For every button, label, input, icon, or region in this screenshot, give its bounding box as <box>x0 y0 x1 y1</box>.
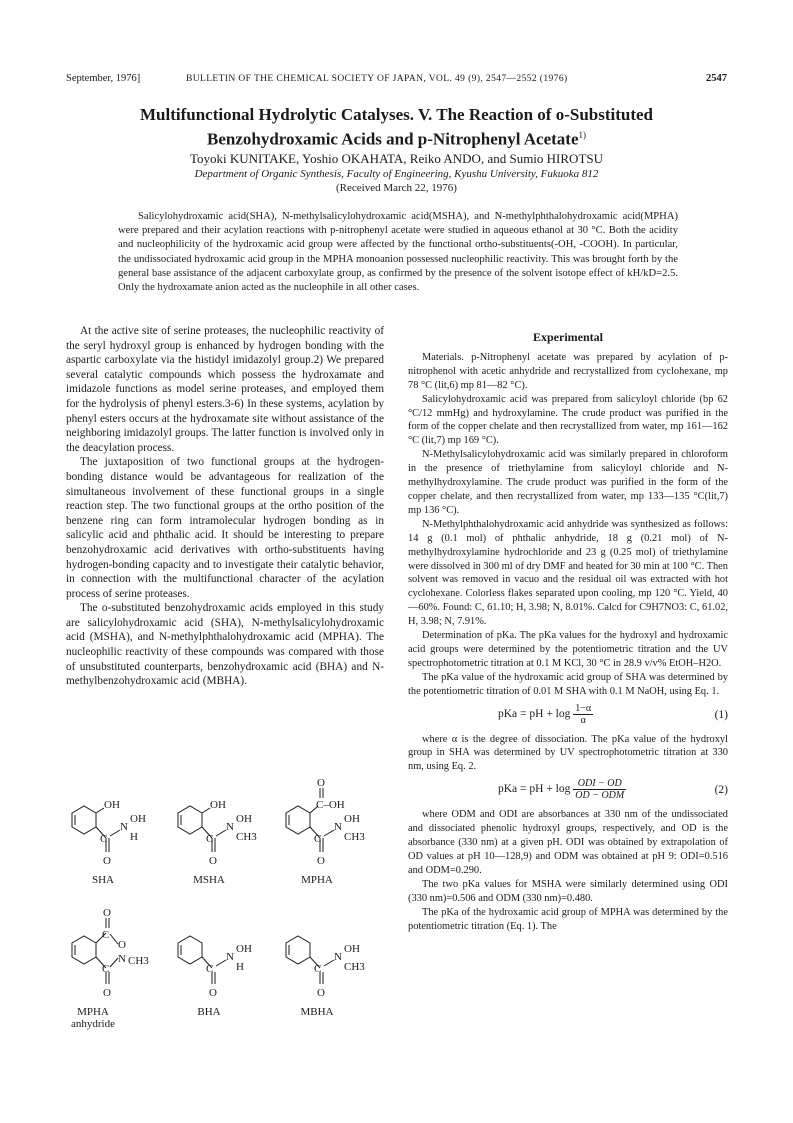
equation-1 <box>408 703 728 729</box>
msha-ring <box>178 806 226 852</box>
structures-svg <box>60 778 380 1078</box>
label-mbha: MBHA <box>300 1006 334 1018</box>
bha-n-oh: OH <box>236 943 252 955</box>
anh-top-o: O <box>103 907 111 919</box>
msha-n: N <box>226 821 234 833</box>
exp-paragraph-7: where α is the degree of dissociation. The pKa value of the hydroxyl group in SHA was determined by UV spectrophotometric titration at 330 nm, using Eq. 2. <box>408 733 728 773</box>
mbha-o: O <box>317 987 325 999</box>
intro-paragraph-3: The o-substituted benzohydroxamic acids employed in this study are salicylohydroxamic acid (SHA), N-methylsalicylohydroxamic acid (MSHA), and N-methylphthalohydroxamic acid (MPHA). The nucleophilic reactivity of these compounds was compared with those of unsubstituted counterparts, benzohydroxamic acid (BHA) and N-methylbenzohydroxamic acid (MBHA). <box>66 602 384 688</box>
mpha-n: N <box>334 821 342 833</box>
eq1-number: (1) <box>714 708 728 721</box>
exp-paragraph-3: N-Methylsalicylohydroxamic acid was similarly prepared in chloroform in the presence of triethylamine from salicyloyl chloride and N-methylhydroxylamine. The crude product was purified in the form of the copper chelate, and then recrystallized from water, mp 133—135 °C(lit,7) mp 136 °C). <box>408 449 728 516</box>
mbha-ch3: CH3 <box>344 961 365 973</box>
anh-bottom-o: O <box>103 987 111 999</box>
intro-paragraph-1: At the active site of serine proteases, the nucleophilic reactivity of the seryl hydroxyl group is enhanced by hydrogen bonding with the aspartic carboxylate via the histidyl imidazolyl group.2) We prepared several catalytic compounds which possess the hydroxamate and imidazole functions as model serine proteases, and employed them for the hydrolysis of phenyl esters.3-6) In these systems, acylation by phenyl esters occurs at the hydroxamate site without assistance of the neighboring imidazolyl groups. The latter function is involved only in the deacylation process. <box>66 325 384 454</box>
sha-n: N <box>120 821 128 833</box>
exp-paragraph-4: N-Methylphthalohydroxamic acid anhydride was synthesized as follows: 14 g (0.1 mol) of phthalic anhydride, 18 g (0.21 mol) of N-methylhydroxylamine hydrochloride and 23 g (0.25 mol) of triethylamine were dissolved in 300 ml of dry DMF and heated for 30 min at 100 °C. Then solvent was removed in vacuo and the residual oil was extracted with hot cyclohexane. Colorless flakes separated upon cooling, mp 120 °C. Yield, 40—60%. Found: C, 61.10; H, 3.98; N, 8.01%. Calcd for C9H7NO3: C, 61.02, H, 3.98; N, 7.91%. <box>408 518 728 628</box>
left-column <box>66 324 384 689</box>
eq1-numerator: 1−α <box>575 702 592 714</box>
mbha-ring <box>286 936 334 984</box>
intro-paragraph-2: The juxtaposition of two functional groups at the hydrogen-bonding distance would be advantageous for realization of the simultaneous involvement of these functional groups in a single reaction step. The two functional groups at the ortho position of the benzene ring can form intramolecular hydrogen bonding as in salicylic acid and phthalic acid. It should be interesting to prepare benzohydroxamic acid derivatives with ortho-substituents having hydrogen-bonding capacity and to investigate their catalytic behavior, in connection with the multifunctional character of the acylation process of serine proteases. <box>66 456 384 600</box>
bha-n: N <box>226 951 234 963</box>
mpha-ch3: CH3 <box>344 831 365 843</box>
mpha-cooh: C–OH <box>316 799 345 811</box>
msha-oh: OH <box>210 799 226 811</box>
mbha-c: C <box>314 963 322 975</box>
issue-date: September, 1976] <box>66 73 141 84</box>
mpha-carbonyl-o: O <box>317 778 325 789</box>
author-list: Toyoki KUNITAKE, Yoshio OKAHATA, Reiko ANDO, and Sumio HIROTSU <box>189 151 604 166</box>
title-line-1: Multifunctional Hydrolytic Catalyses. V. The Reaction of o-Substituted <box>139 105 654 124</box>
received-date: (Received March 22, 1976) <box>336 182 457 194</box>
msha-c: C <box>206 833 214 845</box>
bha-n-h: H <box>236 961 244 973</box>
title-footnote-mark: 1) <box>578 130 586 140</box>
right-column <box>408 324 728 933</box>
anh-ring-o: O <box>118 939 126 951</box>
msha-o: O <box>209 855 217 867</box>
bha-c: C <box>206 963 214 975</box>
eq1-lhs: pKa = pH + log <box>498 707 571 720</box>
label-msha: MSHA <box>193 874 225 886</box>
chemical-structures-figure <box>60 778 380 1078</box>
anh-ch3: CH3 <box>128 955 149 967</box>
abstract <box>118 210 678 295</box>
exp-paragraph-9: The two pKa values for MSHA were similarly determined using ODI (330 nm)=0.506 and ODM (330 nm)=0.480. <box>408 878 728 904</box>
label-bha: BHA <box>197 1006 221 1018</box>
exp-paragraph-8: where ODM and ODI are absorbances at 330 nm of the undissociated and dissociated phenolic hydroxyl groups, respectively, and OD is the absorbance (330 nm) at a given pH. ODI was obtained by extrapolation of OD values at pH 10—128,9) and ODM was obtained at pH 9: ODI=0.516 and ODM=0.290. <box>408 809 728 876</box>
label-sha: SHA <box>91 874 114 886</box>
abstract-text: Salicylohydroxamic acid(SHA), N-methylsalicylohydroxamic acid(MSHA), and N-methylphthalohydroxamic acid(MPHA) were prepared and their acylation reactions with p-nitrophenyl acetate were studied in aqueous ethanol at 30 °C. Both the acidity and nucleophilicity of the hydroxamic acid group were affected by the functional ortho-substituents(-OH, -COOH). In particular, the undissociated hydroxamic acid group in the MPHA monoanion possessed nucleophilic reactivity. This was brought forth by the general base assistance of the adjacent carboxylate group, as confirmed by the presence of the solvent isotope effect of kH/kD=2.5. Only the hydroxamate anion acted as the nucleophile in all other cases. <box>118 211 678 294</box>
running-head <box>66 72 727 86</box>
article-title <box>66 104 727 150</box>
eq2-denominator: OD − ODM <box>575 790 625 802</box>
anh-bottom-c: C <box>102 963 110 975</box>
bha-ring <box>178 936 226 984</box>
eq2-lhs: pKa = pH + log <box>498 783 571 796</box>
sha-n-oh: OH <box>130 813 146 825</box>
title-line-2: Benzohydroxamic Acids and p-Nitrophenyl Acetate$^{1)}$ <box>207 129 586 149</box>
label-mpha: MPHA <box>301 874 333 886</box>
mpha-o: O <box>317 855 325 867</box>
anh-top-c: C <box>102 929 110 941</box>
msha-n-oh: OH <box>236 813 252 825</box>
exp-paragraph-1: Materials. p-Nitrophenyl acetate was prepared by acylation of p-nitrophenol with acetic anhydride and recrystallized from cyclohexane, mp 78 °C (lit,6) mp 81—82 °C). <box>408 351 728 391</box>
mpha-c: C <box>314 833 322 845</box>
mbha-n-oh: OH <box>344 943 360 955</box>
exp-paragraph-6: The pKa value of the hydroxamic acid group of SHA was determined by the potentiometric titration of 0.01 M SHA with 0.1 M NaOH, using Eq. 1. <box>408 671 728 697</box>
eq2-number: (2) <box>714 784 728 797</box>
mbha-n: N <box>334 951 342 963</box>
sha-n-h: H <box>130 831 138 843</box>
bha-o: O <box>209 987 217 999</box>
section-heading-experimental: Experimental <box>533 330 603 344</box>
affiliation: Department of Organic Synthesis, Faculty of Engineering, Kyushu University, Fukuoka 812 <box>194 168 599 180</box>
sha-c: C <box>100 833 108 845</box>
mpha-ring <box>286 788 334 852</box>
anhydride-ring <box>72 918 118 984</box>
journal-citation: BULLETIN OF THE CHEMICAL SOCIETY OF JAPAN, VOL. 49 (9), 2547—2552 (1976) <box>186 74 568 84</box>
msha-ch3: CH3 <box>236 831 257 843</box>
equation-2 <box>408 778 728 804</box>
sha-o: O <box>103 855 111 867</box>
sha-ring <box>72 806 120 852</box>
page-number: 2547 <box>706 73 727 84</box>
eq1-denominator: α <box>580 714 586 726</box>
mpha-n-oh: OH <box>344 813 360 825</box>
eq2-numerator: ODI − OD <box>573 778 626 790</box>
exp-paragraph-10: The pKa of the hydroxamic acid group of MPHA was determined by the potentiometric titration (Eq. 1). The <box>408 906 728 932</box>
label-mpha-anhydride: MPHA anhydride <box>71 1006 115 1030</box>
sha-oh: OH <box>104 799 120 811</box>
exp-paragraph-2: Salicylohydroxamic acid was prepared from salicyloyl chloride (bp 62 °C/12 mmHg) and hydroxylamine. The crude product was purified in the form of the copper chelate and then recrystallized from water, mp 161—162 °C (lit,7) mp 169 °C). <box>408 393 728 447</box>
anh-n: N <box>118 953 126 965</box>
exp-paragraph-5: Determination of pKa. The pKa values for the hydroxyl and hydroxamic acid groups were determined by the potentiometric titration and the UV spectrophotometric titration at 0.1 M KCl, 30 °C in 28.9 v/v% EtOH–H2O. <box>408 630 728 669</box>
